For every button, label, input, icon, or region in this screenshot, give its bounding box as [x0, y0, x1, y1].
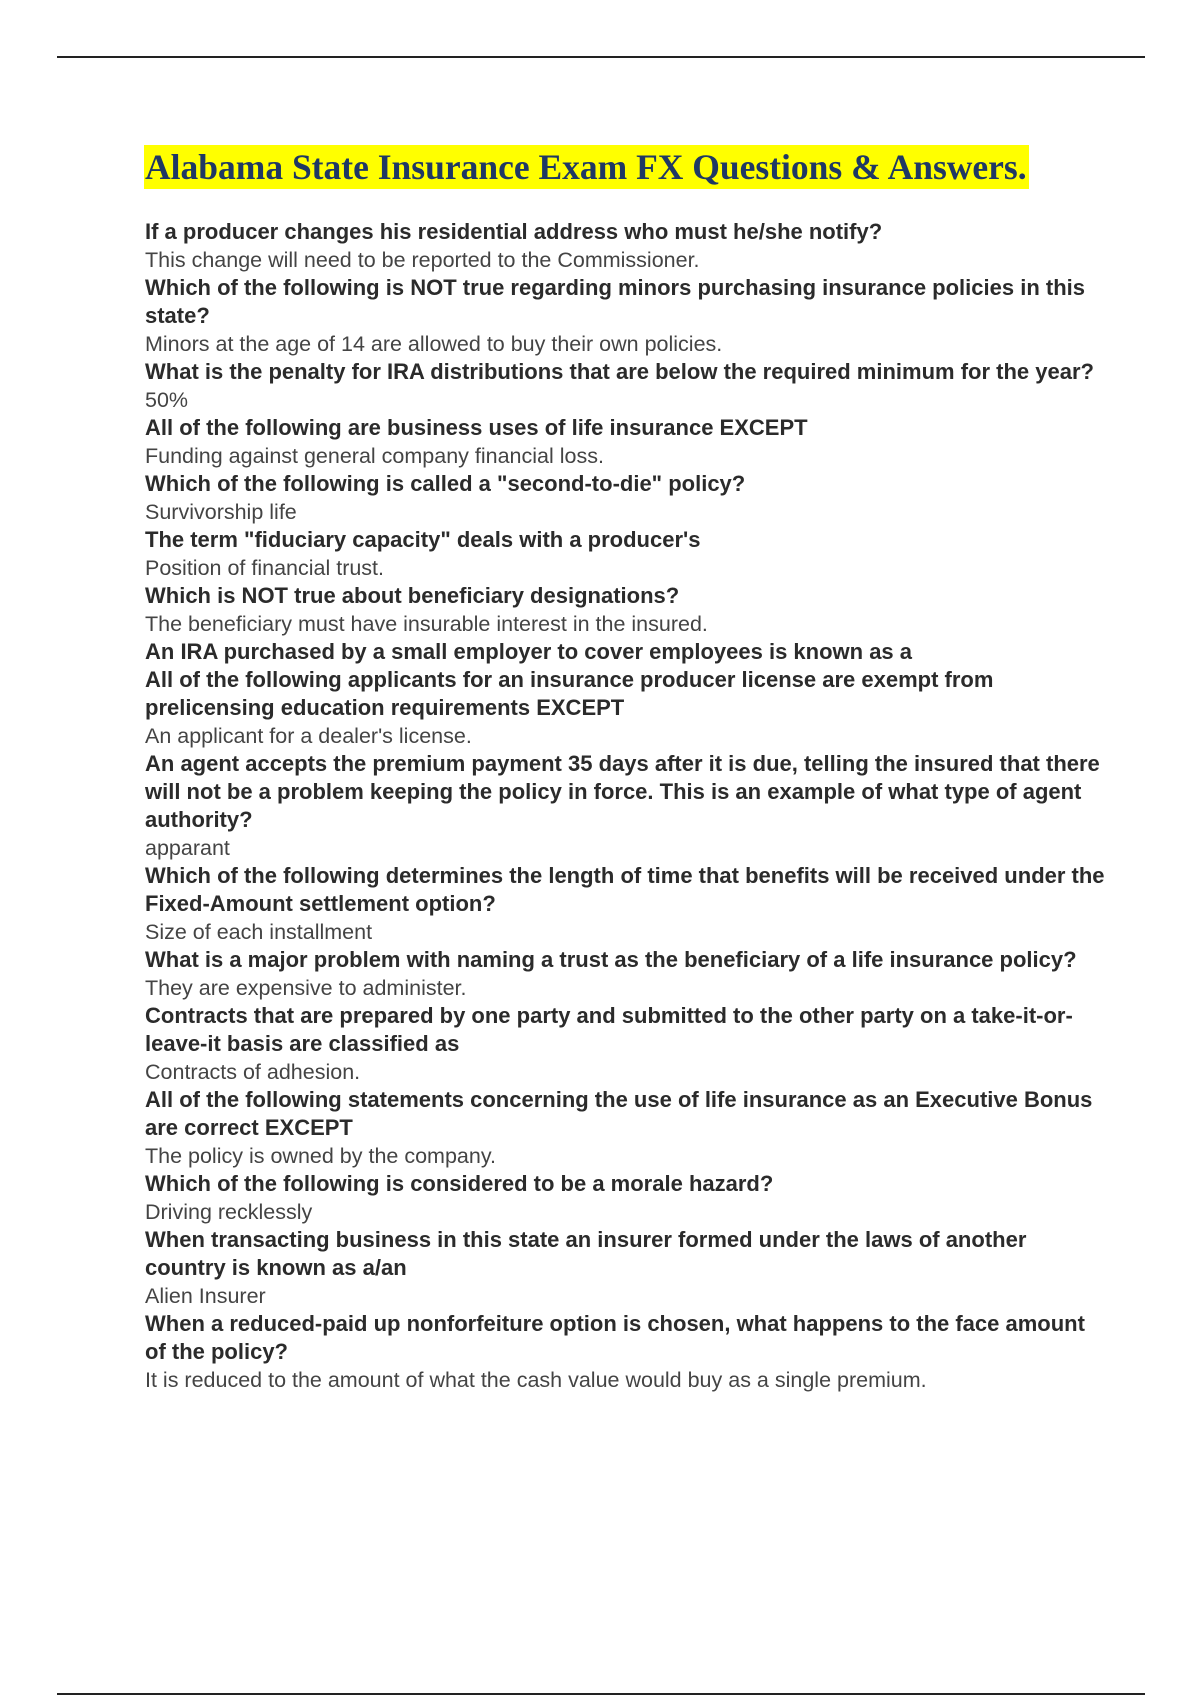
question: All of the following are business uses of life insurance EXCEPT [145, 415, 808, 440]
answer: Driving recklessly [145, 1200, 313, 1224]
document-title: Alabama State Insurance Exam FX Questions & Answers. [145, 147, 1027, 187]
qa-item [145, 1170, 1105, 1226]
answer: Minors at the age of 14 are allowed to buy their own policies. [145, 332, 723, 356]
qa-item [145, 1086, 1105, 1170]
question: If a producer changes his residential address who must he/she notify? [145, 219, 883, 244]
question: Which of the following determines the length of time that benefits will be received under the Fixed-Amount settlement option? [145, 863, 1105, 916]
qa-item [145, 750, 1105, 862]
question: The term "fiduciary capacity" deals with a producer's [145, 527, 701, 552]
qa-item [145, 470, 1105, 526]
answer: It is reduced to the amount of what the cash value would buy as a single premium. [145, 1368, 927, 1392]
question: Contracts that are prepared by one party and submitted to the other party on a take-it-or-leave-it basis are classified as [145, 1003, 1073, 1056]
qa-item [145, 862, 1105, 946]
answer: apparant [145, 836, 230, 860]
question: What is a major problem with naming a trust as the beneficiary of a life insurance policy? [145, 947, 1077, 972]
qa-item [145, 414, 1105, 470]
header-rule [57, 56, 1145, 58]
answer: The policy is owned by the company. [145, 1144, 496, 1168]
question: All of the following statements concerning the use of life insurance as an Executive Bonus are correct EXCEPT [145, 1087, 1093, 1140]
qa-item [145, 358, 1105, 414]
footer-rule [57, 1693, 1145, 1695]
question: An agent accepts the premium payment 35 days after it is due, telling the insured that there will not be a problem keeping the policy in force. This is an example of what type of agent authority? [145, 751, 1100, 832]
answer: This change will need to be reported to the Commissioner. [145, 248, 700, 272]
question: All of the following applicants for an insurance producer license are exempt from prelicensing education requirements EXCEPT [145, 667, 994, 720]
qa-item [145, 218, 1105, 274]
answer: Funding against general company financial loss. [145, 444, 604, 468]
answer: Survivorship life [145, 500, 297, 524]
answer: Size of each installment [145, 920, 373, 944]
answer: Contracts of adhesion. [145, 1060, 361, 1084]
question: Which of the following is NOT true regarding minors purchasing insurance policies in this state? [145, 275, 1085, 328]
answer: Position of financial trust. [145, 556, 385, 580]
qa-item [145, 666, 1105, 750]
question: Which of the following is called a "second-to-die" policy? [145, 471, 746, 496]
answer: The beneficiary must have insurable interest in the insured. [145, 612, 708, 636]
title-block [144, 145, 1029, 189]
qa-item [145, 1002, 1105, 1086]
qa-item [145, 582, 1105, 638]
qa-item [145, 526, 1105, 582]
qa-item [145, 946, 1105, 1002]
question: An IRA purchased by a small employer to cover employees is known as a [145, 639, 913, 664]
qa-item [145, 274, 1105, 358]
question: Which is NOT true about beneficiary designations? [145, 583, 680, 608]
answer: An applicant for a dealer's license. [145, 724, 472, 748]
question: When a reduced-paid up nonforfeiture option is chosen, what happens to the face amount of the policy? [145, 1311, 1085, 1364]
qa-item [145, 638, 1105, 666]
qa-item [145, 1226, 1105, 1310]
answer: 50% [145, 388, 189, 412]
question: When transacting business in this state an insurer formed under the laws of another country is known as a/an [145, 1227, 1027, 1280]
qa-list [145, 218, 1105, 1394]
answer: Alien Insurer [145, 1284, 266, 1308]
answer: They are expensive to administer. [145, 976, 467, 1000]
question: Which of the following is considered to be a morale hazard? [145, 1171, 774, 1196]
qa-item [145, 1310, 1105, 1394]
question: What is the penalty for IRA distributions that are below the required minimum for the year? [145, 359, 1094, 384]
